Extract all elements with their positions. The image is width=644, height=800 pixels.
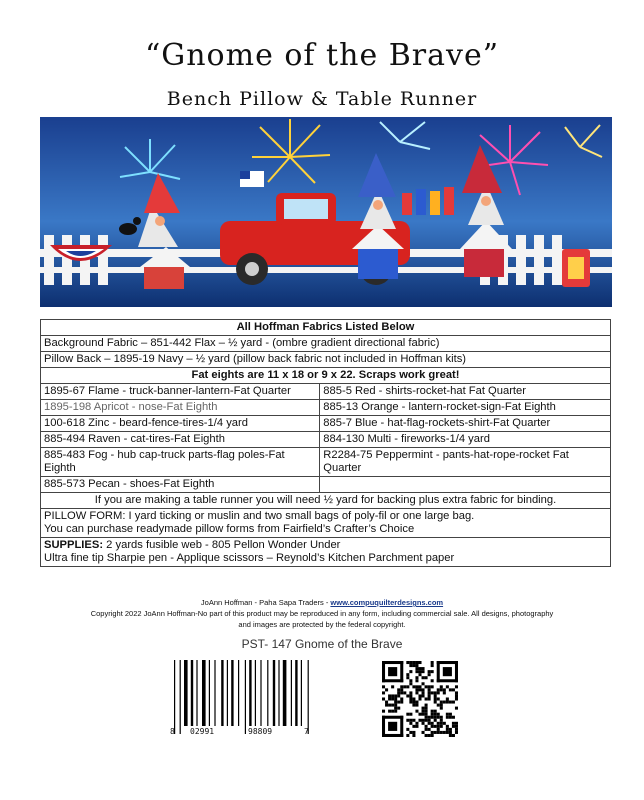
barcode-digit: 8 (170, 727, 175, 736)
lantern-icon (562, 249, 590, 287)
pillow-form-label: PILLOW FORM: (44, 510, 126, 522)
barcode-digits: 02991 (190, 727, 215, 736)
copyright-line2: and images are protected by the federal copyright. (238, 620, 406, 629)
supplies-cell (41, 538, 611, 567)
fabric-item (320, 477, 611, 493)
pillow-form-cell (41, 509, 611, 538)
pattern-subtitle: Bench Pillow & Table Runner (166, 88, 478, 110)
fabric-item: 1895-198 Apricot - nose-Fat Eighth (41, 400, 320, 416)
fabric-item: 100-618 Zinc - beard-fence-tires-1/4 yard (41, 416, 320, 432)
fabric-item: 885-573 Pecan - shoes-Fat Eighth (41, 477, 320, 493)
table-runner-note: If you are making a table runner you will need ½ yard for backing plus extra fabric for binding. (41, 493, 611, 509)
fabric-item: 885-483 Fog - hub cap-truck parts-flag poles-Fat Eighth (41, 448, 320, 477)
gnome-quilt-image (40, 117, 612, 307)
barcode-digit: 7 (304, 727, 309, 736)
fabric-item: 885-7 Blue - hat-flag-rockets-shirt-Fat Quarter (320, 416, 611, 432)
fabric-item: 1895-67 Flame - truck-banner-lantern-Fat Quarter (41, 384, 320, 400)
fabric-item: 885-5 Red - shirts-rocket-hat Fat Quarter (320, 384, 611, 400)
pillow-back-fabric: Pillow Back – 1895-19 Navy – ½ yard (pillow back fabric not included in Hoffman kits) (41, 352, 611, 368)
background-fabric: Background Fabric – 851-442 Flax – ½ yard - (ombre gradient directional fabric) (41, 336, 611, 352)
fabrics-header: All Hoffman Fabrics Listed Below (41, 320, 611, 336)
fabric-requirements-table (40, 319, 611, 567)
website-link[interactable]: www.compuquilterdesigns.com (330, 598, 444, 607)
fat-eighths-note: Fat eights are 11 x 18 or 9 x 22. Scraps work great! (41, 368, 611, 384)
credit: JoAnn Hoffman - Paha Sapa Traders - (200, 598, 331, 607)
fabric-item: 885-13 Orange - lantern-rocket-sign-Fat Eighth (320, 400, 611, 416)
fabric-item: R2284-75 Peppermint - pants-hat-rope-rocket Fat Quarter (320, 448, 611, 477)
supplies-line1: SUPPLIES: 2 yards fusible web - 805 Pellon Wonder Under (44, 539, 341, 551)
footer (0, 597, 644, 630)
pillow-form-line2: You can purchase readymade pillow forms from Fairfield’s Crafter’s Choice (44, 523, 415, 535)
pattern-title: “Gnome of the Brave” (144, 38, 500, 73)
fabric-item: 884-130 Multi - fireworks-1/4 yard (320, 432, 611, 448)
supplies-label: SUPPLIES: (44, 539, 104, 551)
copyright-line1: Copyright 2022 JoAnn Hoffman-No part of this product may be reproduced in any form, including commercial sale. All designs, photography (90, 609, 554, 618)
qr-code-icon (382, 661, 458, 737)
pattern-id: PST- 147 Gnome of the Brave (241, 637, 403, 651)
pillow-form-line1: PILLOW FORM: I yard ticking or muslin and two small bags of poly-fil or one large bag. (44, 510, 475, 522)
supplies-line2: Ultra fine tip Sharpie pen - Applique scissors – Reynold’s Kitchen Parchment paper (44, 552, 455, 564)
barcode-digits: 98809 (248, 727, 273, 736)
fabric-item: 885-494 Raven - cat-tires-Fat Eighth (41, 432, 320, 448)
